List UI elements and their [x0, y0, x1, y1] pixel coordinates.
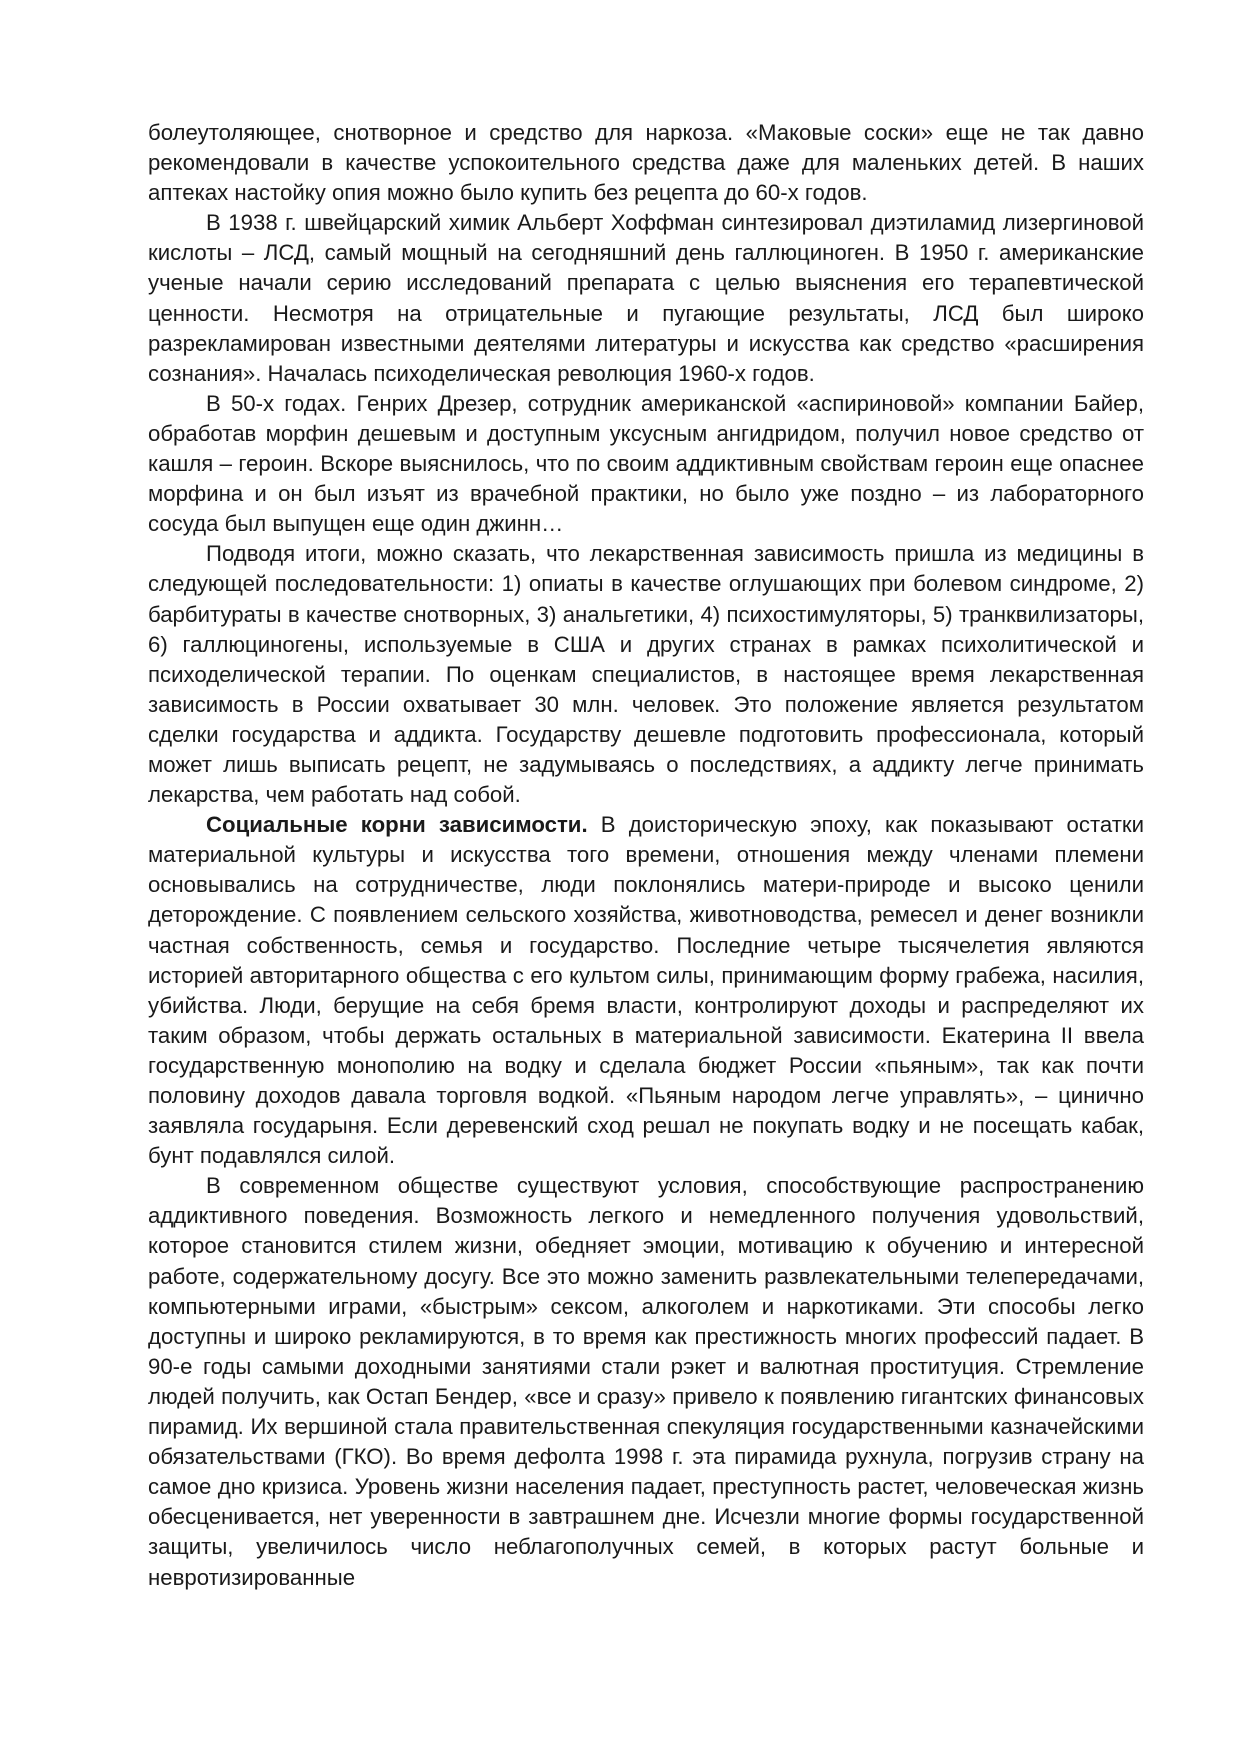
paragraph-lsd: В 1938 г. швейцарский химик Альберт Хоффман синтезировал диэтиламид лизергиновой кислоты – ЛСД, самый мощный на сегодняшний день галлюциноген. В 1950 г. американские ученые начали серию исследований препарата с целью выяснения его терапевтической ценности. Несмотря на отрицательные и пугающие результаты, ЛСД был широко разрекламирован известными деятелями литературы и искусства как средство «расширения сознания». Началась психоделическая революция 1960-х годов. [148, 210, 1144, 386]
paragraph-social-roots [148, 810, 1144, 1171]
body-text [148, 118, 1144, 1593]
paragraph-social-roots-text: В доисторическую эпоху, как показывают остатки материальной культуры и искусства того времени, отношения между членами племени основывались на сотрудничестве, люди поклонялись матери-природе и высоко ценили деторождение. С появлением сельского хозяйства, животноводства, ремесел и денег возникли частная собственность, семья и государство. Последние четыре тысячелетия являются историей авторитарного общества с его культом силы, принимающим форму грабежа, насилия, убийства. Люди, берущие на себя бремя власти, контролируют доходы и распределяют их таким образом, чтобы держать остальных в материальной зависимости. Екатерина II ввела государственную монополию на водку и сделала бюджет России «пьяным», так как почти половину доходов давала торговля водкой. «Пьяным народом легче управлять», – цинично заявляла государыня. Если деревенский сход решал не покупать водку и не посещать кабак, бунт подавлялся силой. [148, 812, 1144, 1169]
paragraph-modern-society: В современном обществе существуют условия, способствующие распространению аддиктивного поведения. Возможность легкого и немедленного получения удовольствий, которое становится стилем жизни, обедняет эмоции, мотивацию к обучению и интересной работе, содержательному досугу. Все это можно заменить развлекательными телепередачами, компьютерными играми, «быстрым» сексом, алкоголем и наркотиками. Эти способы легко доступны и широко рекламируются, в то время как престижность многих профессий падает. В 90-е годы самыми доходными занятиями стали рэкет и валютная проституция. Стремление людей получить, как Остап Бендер, «все и сразу» привело к появлению гигантских финансовых пирамид. Их вершиной стала правительственная спекуляция государственными казначейскими обязательствами (ГКО). Во время дефолта 1998 г. эта пирамида рухнула, погрузив страну на самое дно кризиса. Уровень жизни населения падает, преступность растет, человеческая жизнь обесценивается, нет уверенности в завтрашнем дне. Исчезли многие формы государственной защиты, увеличилось число неблагополучных семей, в которых растут больные и невротизированные [148, 1173, 1144, 1590]
paragraph-heroin: В 50-х годах. Генрих Дрезер, сотрудник американской «аспириновой» компании Байер, обработав морфин дешевым и доступным уксусным ангидридом, получил новое средство от кашля – героин. Вскоре выяснилось, что по своим аддиктивным свойствам героин еще опаснее морфина и он был изъят из врачебной практики, но было уже поздно – из лабораторного сосуда был выпущен еще один джинн… [148, 390, 1144, 537]
paragraph-summary: Подводя итоги, можно сказать, что лекарственная зависимость пришла из медицины в следующей последовательности: 1) опиаты в качестве оглушающих при болевом синдроме, 2) барбитураты в качестве снотворных, 3) анальгетики, 4) психостимуляторы, 5) транквилизаторы, 6) галлюциногены, используемые в США и других странах в рамках психолитической и психоделической терапии. По оценкам специалистов, в настоящее время лекарственная зависимость в России охватывает 30 млн. человек. Это положение является результатом сделки государства и аддикта. Государству дешевле подготовить профессионала, который может лишь выписать рецепт, не задумываясь о последствиях, а аддикту легче принимать лекарства, чем работать над собой. [148, 541, 1144, 808]
paragraph-lead-heading: Социальные корни зависимости. [206, 812, 588, 838]
paragraph-continued: болеутоляющее, снотворное и средство для наркоза. «Маковые соски» еще не так давно рекомендовали в качестве успокоительного средства даже для маленьких детей. В наших аптеках настойку опия можно было купить без рецепта до 60-х годов. [148, 120, 1144, 206]
